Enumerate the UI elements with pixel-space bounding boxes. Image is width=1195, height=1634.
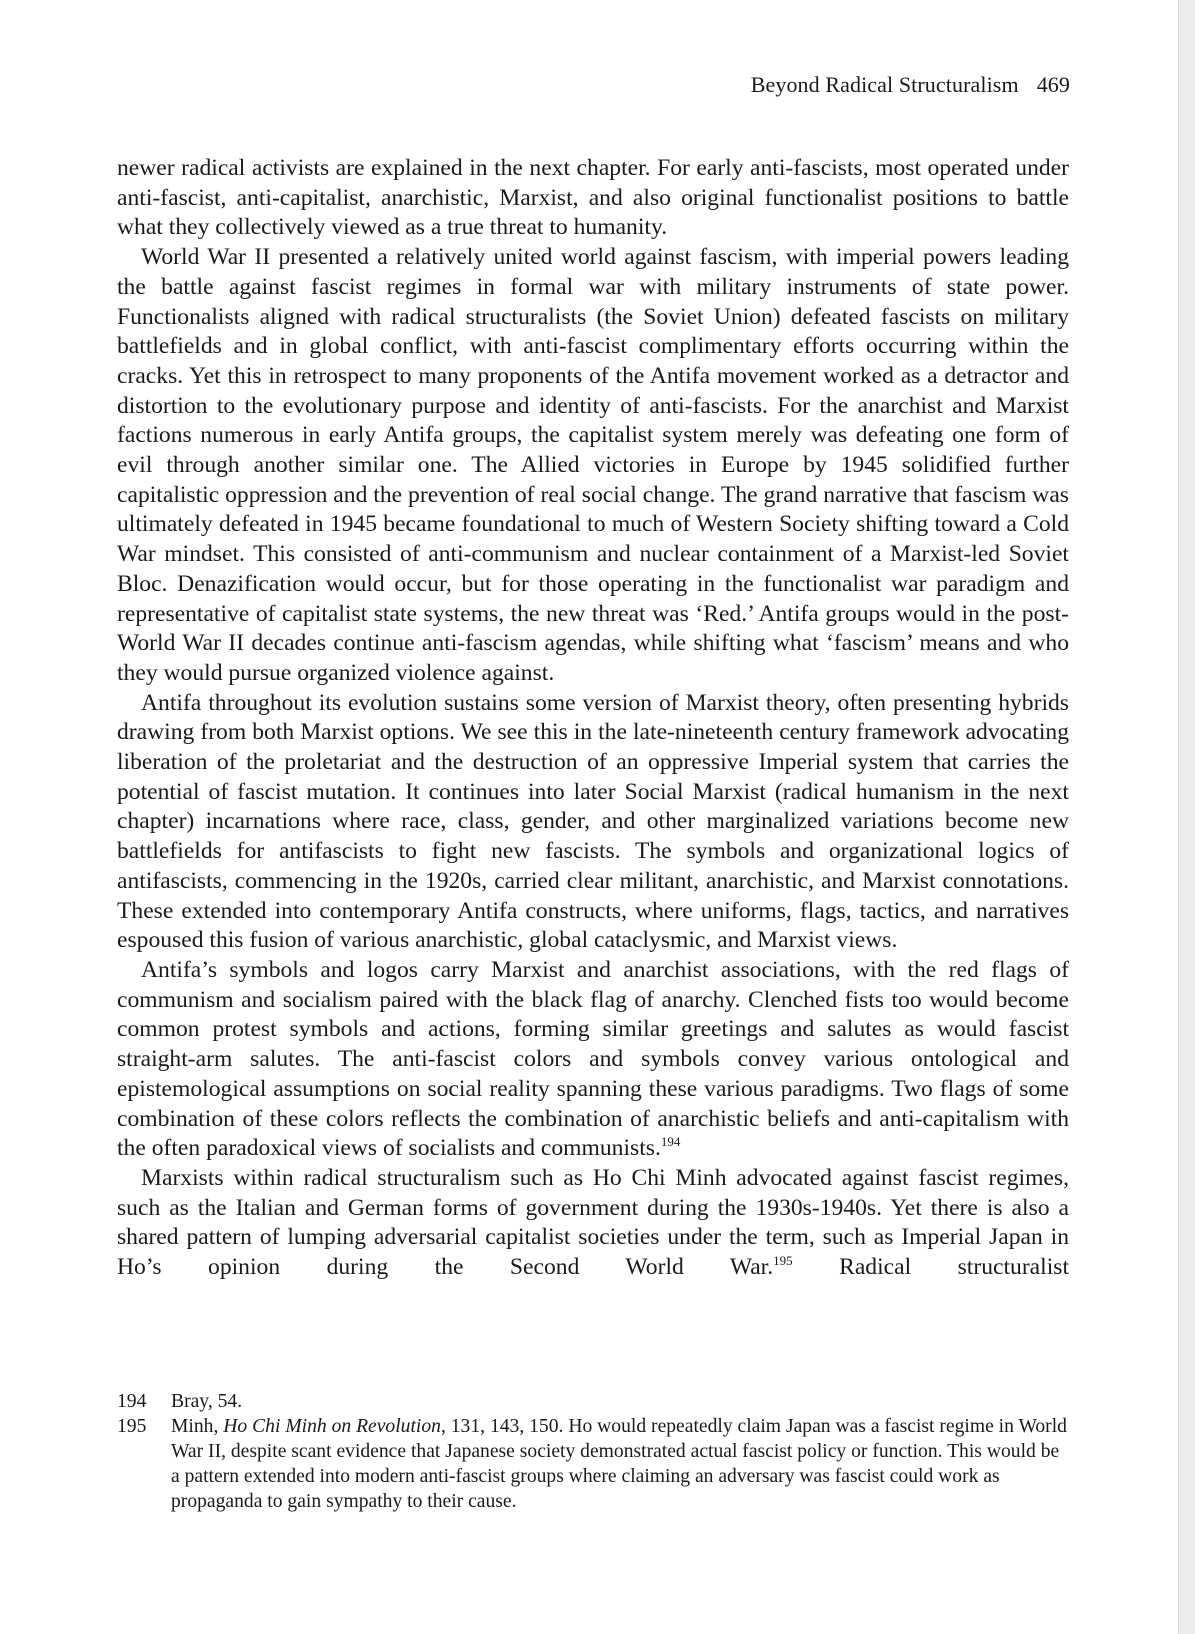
- running-header: [751, 72, 1070, 98]
- window-scrollbar-track[interactable]: [1178, 0, 1195, 1634]
- footnote-number: 194: [117, 1391, 147, 1412]
- footnote: [117, 1389, 1069, 1414]
- paragraph-5-continuation: Radical structuralist: [792, 1254, 1070, 1281]
- paragraph-1: newer radical activists are explained in the next chapter. For early anti-fascists, most operated under anti-fascist, anti-capitalist, anarchistic, Marxist, and also original functionalist positions to battle what they collectively viewed as a true threat to humanity.: [117, 155, 1069, 241]
- paragraph-2: World War II presented a relatively united world against fascism, with imperial powers leading the battle against fascist regimes in formal war with military instruments of state power. Functionalists aligned with radical structuralists (the Soviet Union) defeated fascists on military battlefields and in global conflict, with anti-fascist complimentary efforts occurring within the cracks. Yet this in retrospect to many proponents of the Antifa movement worked as a detractor and distortion to the evolutionary purpose and identity of anti-fascists. For the anarchist and Marxist factions numerous in early Antifa groups, the capitalist system merely was defeating one form of evil through another similar one. The Allied victories in Europe by 1945 solidified further capitalistic oppression and the prevention of real social change. The grand narrative that fascism was ultimately defeated in 1945 became foundational to much of Western Society shifting toward a Cold War mindset. This consisted of anti-communism and nuclear containment of a Marxist-led Soviet Bloc. Denazification would occur, but for those operating in the functionalist war paradigm and representative of capitalist state systems, the new threat was ‘Red.’ Antifa groups would in the post-World War II decades continue anti-fascism agendas, while shifting what ‘fascism’ means and who they would pursue organized violence against.: [117, 244, 1069, 686]
- footnote-number: 195: [117, 1416, 147, 1437]
- footnotes: [117, 1389, 1069, 1514]
- footnote-ref-195[interactable]: 195: [773, 1253, 793, 1269]
- footnote-book-title: Ho Chi Minh on Revolution: [223, 1416, 441, 1437]
- footnote: [117, 1414, 1069, 1514]
- paragraph-4-text: Antifa’s symbols and logos carry Marxist and anarchist associations, with the red flags of communism and socialism paired with the black flag of anarchy. Clenched fists too would become common protest symbols and actions, forming similar greetings and salutes as would fascist straight-arm salutes. The anti-fascist colors and symbols convey various ontological and epistemological assumptions on social reality spanning these various paradigms. Two flags of some combination of these colors reflects the combination of anarchistic beliefs and anti-capitalism with the often paradoxical views of socialists and communists.: [117, 956, 1069, 1162]
- footnote-text: [171, 1414, 1069, 1514]
- footnote-body: , 131, 143, 150. Ho would repeatedly claim Japan was a fascist regime in World War II, despite scant evidence that Japanese society demonstrated actual fascist policy or function. This would be a pattern extended into modern anti-fascist groups where claiming an adversary was fascist could work as propaganda to gain sympathy to their cause.: [171, 1416, 1067, 1512]
- paragraph-4: [117, 956, 1069, 1164]
- footnote-text: Bray, 54.: [171, 1391, 243, 1412]
- body-text: [117, 154, 1069, 1283]
- paragraph-5: [117, 1164, 1069, 1283]
- page-number: 469: [1036, 72, 1070, 97]
- running-title: Beyond Radical Structuralism: [750, 72, 1019, 97]
- footnote-author: Minh,: [171, 1416, 224, 1437]
- footnote-ref-194[interactable]: 194: [660, 1134, 681, 1150]
- paragraph-5-text: Marxists within radical structuralism such as Ho Chi Minh advocated against fascist regimes, such as the Italian and German forms of government during the 1930s-1940s. Yet there is also a shared pattern of lumping adversarial capitalist societies under the term, such as Imperial Japan in Ho’s opinion during the Second World War.: [117, 1164, 1069, 1281]
- paragraph-3: Antifa throughout its evolution sustains some version of Marxist theory, often presenting hybrids drawing from both Marxist options. We see this in the late-nineteenth century framework advocating liberation of the proletariat and the destruction of an oppressive Imperial system that carries the potential of fascist mutation. It continues into later Social Marxist (radical humanism in the next chapter) incarnations where race, class, gender, and other marginalized variations become new battlefields for antifascists to fight new fascists. The symbols and organizational logics of antifascists, commencing in the 1920s, carried clear militant, anarchistic, and Marxist connotations. These extended into contemporary Antifa constructs, where uniforms, flags, tactics, and narratives espoused this fusion of various anarchistic, global cataclysmic, and Marxist views.: [117, 689, 1069, 954]
